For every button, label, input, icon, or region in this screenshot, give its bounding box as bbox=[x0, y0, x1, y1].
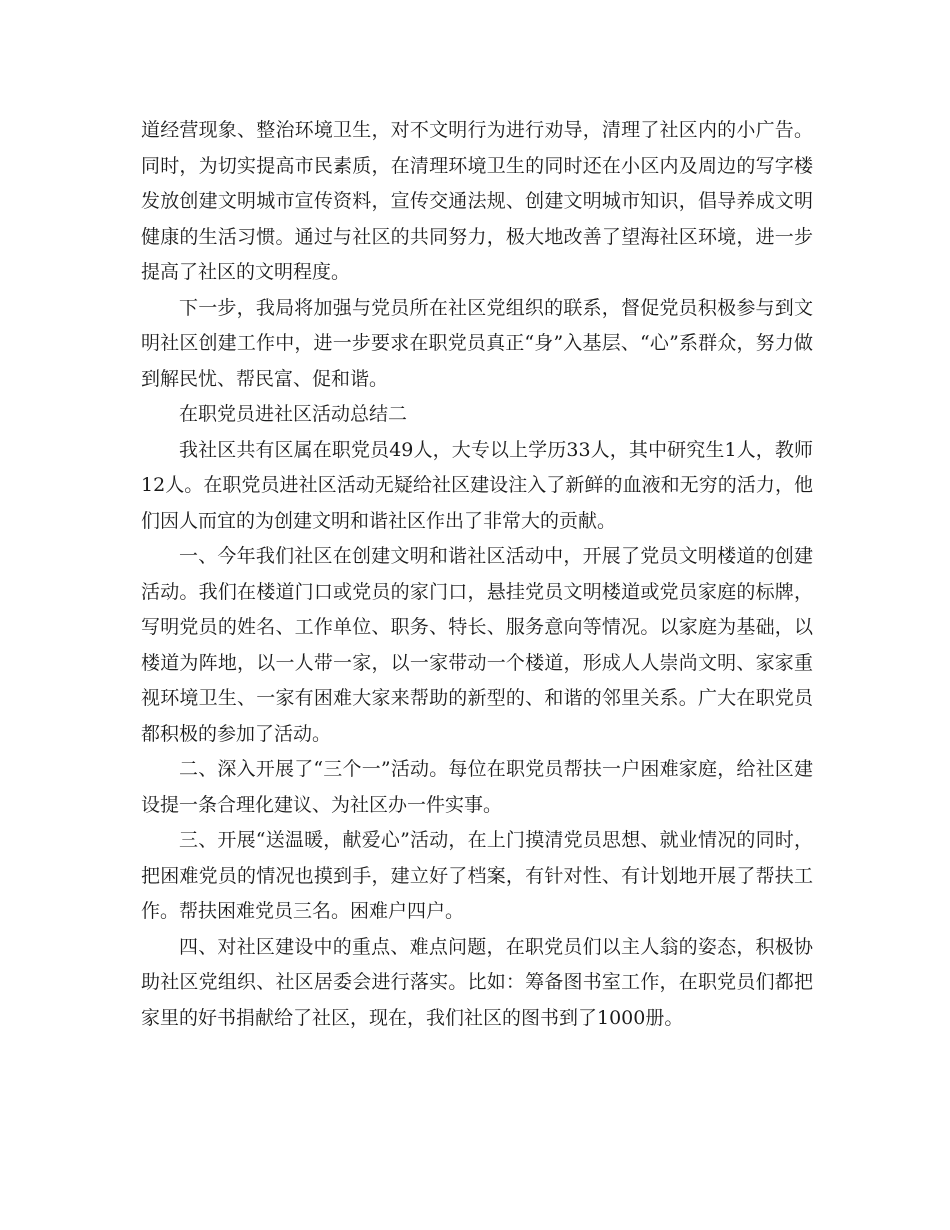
section-heading: 在职党员进社区活动总结二 bbox=[179, 403, 408, 425]
document-body bbox=[141, 113, 813, 1036]
paragraph-intro: 我社区共有区属在职党员49人，大专以上学历33人，其中研究生1人，教师12人。在职党员进社区活动无疑给社区建设注入了新鲜的血液和无穷的活力，他们因人而宜的为创建文明和谐社区作出了非常大的贡献。 bbox=[141, 438, 813, 532]
paragraph-item-4: 四、对社区建设中的重点、难点问题，在职党员们以主人翁的姿态，积极协助社区党组织、社区居委会进行落实。比如：筹备图书室工作，在职党员们都把家里的好书捐献给了社区，现在，我们社区的图书到了1000册。 bbox=[141, 935, 813, 1029]
paragraph-item-2: 二、深入开展了“三个一”活动。每位在职党员帮扶一户困难家庭，给社区建设提一条合理化建议、为社区办一件实事。 bbox=[141, 758, 813, 816]
paragraph-continuation: 道经营现象、整治环境卫生，对不文明行为进行劝导，清理了社区内的小广告。同时，为切实提高市民素质，在清理环境卫生的同时还在小区内及周边的写字楼发放创建文明城市宣传资料，宣传交通法规、创建文明城市知识，倡导养成文明健康的生活习惯。通过与社区的共同努力，极大地改善了望海社区环境，进一步提高了社区的文明程度。 bbox=[141, 119, 813, 283]
paragraph-item-1: 一、今年我们社区在创建文明和谐社区活动中，开展了党员文明楼道的创建活动。我们在楼道门口或党员的家门口，悬挂党员文明楼道或党员家庭的标牌，写明党员的姓名、工作单位、职务、特长、服务意向等情况。以家庭为基础，以楼道为阵地，以一人带一家，以一家带动一个楼道，形成人人崇尚文明、家家重视环境卫生、一家有困难大家来帮助的新型的、和谐的邻里关系。广大在职党员都积极的参加了活动。 bbox=[141, 545, 813, 745]
paragraph-item-3: 三、开展“送温暖，献爱心”活动，在上门摸清党员思想、就业情况的同时，把困难党员的情况也摸到手，建立好了档案，有针对性、有计划地开展了帮扶工作。帮扶困难党员三名。困难户四户。 bbox=[141, 829, 813, 922]
paragraph-next-step: 下一步，我局将加强与党员所在社区党组织的联系，督促党员积极参与到文明社区创建工作中，进一步要求在职党员真正“身”入基层、“心”系群众，努力做到解民忧、帮民富、促和谐。 bbox=[141, 296, 813, 390]
